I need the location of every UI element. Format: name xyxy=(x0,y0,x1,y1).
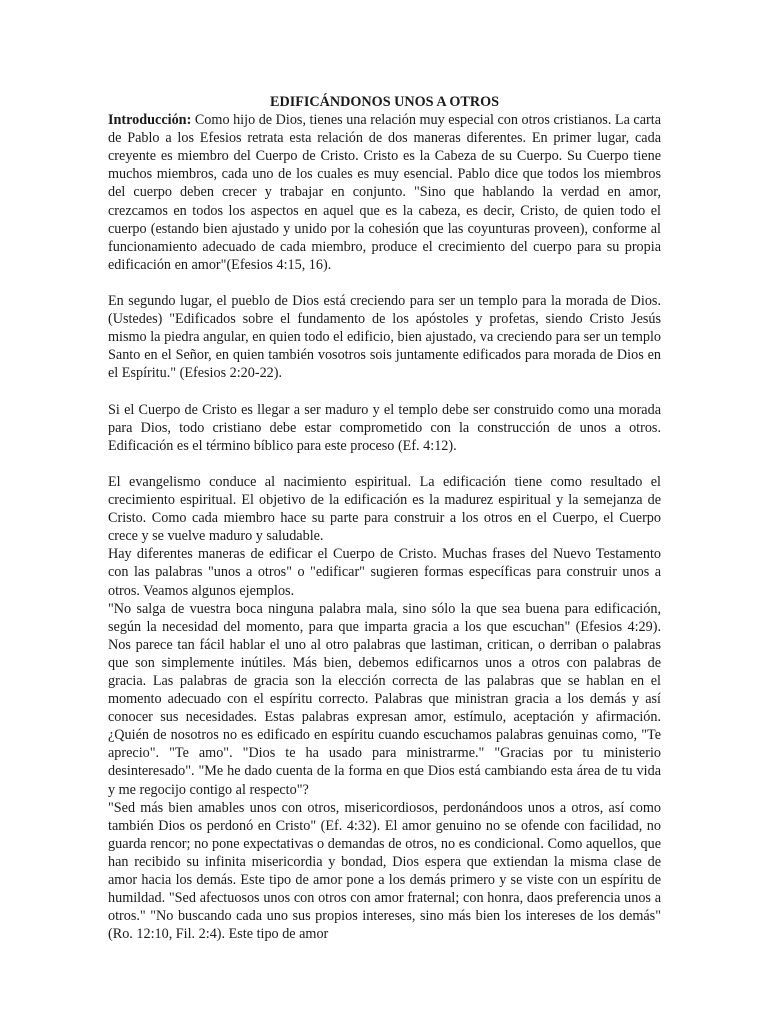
document-title: EDIFICÁNDONOS UNOS A OTROS xyxy=(269,94,499,110)
paragraph-kindness: "Sed más bien amables unos con otros, misericordiosos, perdonándoos unos a otros, así como también Dios os perdonó en Cristo" (Ef. 4:32). El amor genuino no se ofende con facilidad, no guarda rencor; no pone expectativas o demandas de otros, no es condicional. Como aquellos, que han recibido su infinita misericordia y bondad, Dios espera que extiendan la misma clase de amor hacia los demás. Este tipo de amor pone a los demás primero y se viste con un espíritu de humildad. "Sed afectuosos unos con otros con amor fraternal; con honra, daos preferencia unos a otros." "No buscando cada uno sus propios intereses, sino más bien los intereses de los demás" (Ro. 12:10, Fil. 2:4). Este tipo de amor xyxy=(108,799,661,943)
paragraph-temple: En segundo lugar, el pueblo de Dios está creciendo para ser un templo para la morada de Dios. (Ustedes) "Edificados sobre el fundamento de los apóstoles y profetas, siendo Cristo Jesús mismo la piedra angular, en quien todo el edificio, bien ajustado, va creciendo para ser un templo Santo en el Señor, en quien también vosotros sois juntamente edificados para morada de Dios en el Espíritu." (Efesios 2:20-22). xyxy=(108,293,661,382)
document-body xyxy=(108,93,661,943)
paragraph-words-of-grace: "No salga de vuestra boca ninguna palabra mala, sino sólo la que sea buena para edificación, según la necesidad del momento, para que imparta gracia a los que escuchan" (Efesios 4:29). Nos parece tan fácil hablar el uno al otro palabras que lastiman, critican, o derriban o palabras que son simplemente inútiles. Más bien, debemos edificarnos unos a otros con palabras de gracia. Las palabras de gracia son la elección correcta de las palabras que se hablan en el momento adecuado con el espíritu correcto. Palabras que ministran gracia a los demás y así conocer sus necesidades. Estas palabras expresan amor, estímulo, aceptación y afirmación. ¿Quién de nosotros no es edificado en espíritu cuando escuchamos palabras genuinas como, "Te aprecio". "Te amo". "Dios te ha usado para ministrarme." "Gracias por tu ministerio desinteresado". "Me he dado cuenta de la forma en que Dios está cambiando esta área de tu vida y me regocijo contigo al respecto"? xyxy=(108,600,661,798)
intro-label: Introducción: xyxy=(108,112,192,129)
paragraph-edification: Si el Cuerpo de Cristo es llegar a ser maduro y el templo debe ser construido como una morada para Dios, todo cristiano debe estar comprometido con la construcción de unos a otros. Edificación es el término bíblico para este proceso (Ef. 4:12). xyxy=(108,401,661,454)
paragraph-ways: Hay diferentes maneras de edificar el Cuerpo de Cristo. Muchas frases del Nuevo Testamento con las palabras "unos a otros" o "edificar" sugieren formas específicas para construir unos a otros. Veamos algunos ejemplos. xyxy=(108,546,661,599)
paragraph-evangelism: El evangelismo conduce al nacimiento espiritual. La edificación tiene como resultado el crecimiento espiritual. El objetivo de la edificación es la madurez espiritual y la semejanza de Cristo. Como cada miembro hace su parte para construir a los otros en el Cuerpo, el Cuerpo crece y se vuelve maduro y saludable. xyxy=(108,473,661,545)
intro-text: Como hijo de Dios, tienes una relación muy especial con otros cristianos. La carta de Pablo a los Efesios retrata esta relación de dos maneras diferentes. En primer lugar, cada creyente es miembro del Cuerpo de Cristo. Cristo es la Cabeza de su Cuerpo. Su Cuerpo tiene muchos miembros, cada uno de los cuales es muy esencial. Pablo dice que todos los miembros del cuerpo deben crecer y trabajar en conjunto. "Sino que hablando la verdad en amor, crezcamos en todos los aspectos en aquel que es la cabeza, es decir, Cristo, de quien todo el cuerpo (estando bien ajustado y unido por la cohesión que las coyunturas proveen), conforme al funcionamiento adecuado de cada miembro, produce el crecimiento del cuerpo para su propia edificación en amor"(Efesios 4:15, 16). xyxy=(108,112,661,273)
intro-paragraph xyxy=(108,111,661,274)
